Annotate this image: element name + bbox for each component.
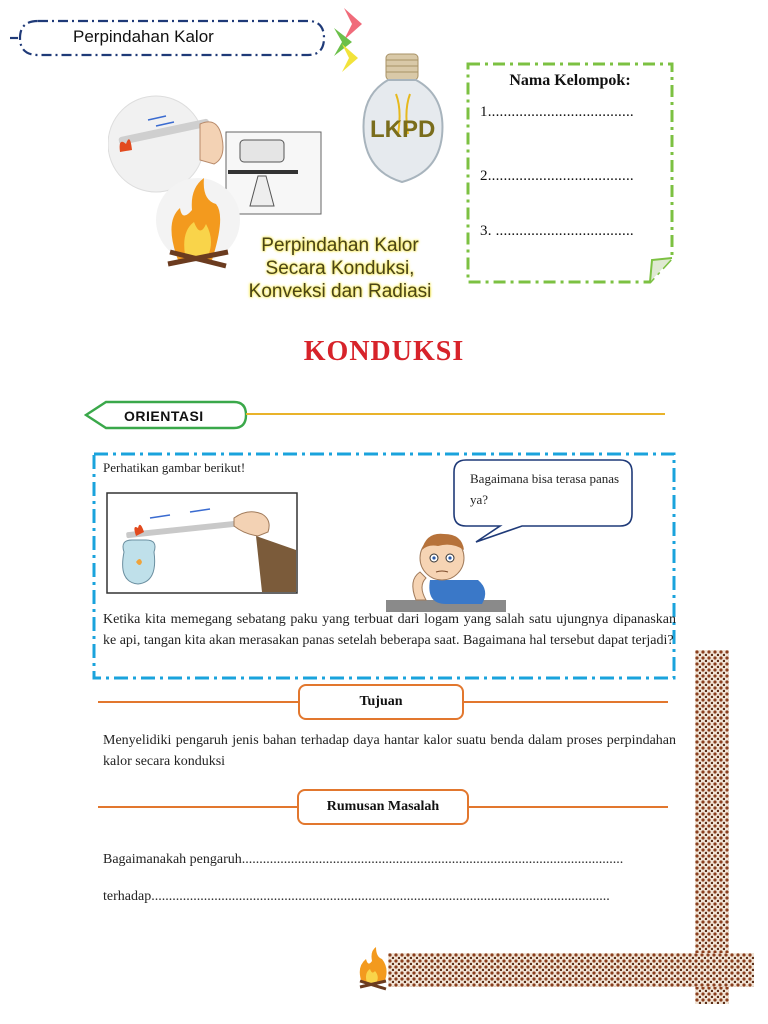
- group-title: Nama Kelompok:: [509, 72, 631, 89]
- group-member-2[interactable]: 2.....................................: [480, 168, 634, 184]
- campfire-icon: [356, 945, 390, 991]
- cover-title-line-1: Perpindahan Kalor: [261, 235, 419, 256]
- main-title: KONDUKSI: [303, 336, 465, 367]
- tujuan-text: Menyelidiki pengaruh jenis bahan terhadap daya hantar kalor suatu benda dalam proses perpindahan kalor secara konduksi: [103, 733, 676, 769]
- tujuan-header: Tujuan: [298, 684, 464, 720]
- group-member-3[interactable]: 3. ...................................: [480, 223, 634, 239]
- orientasi-divider: [246, 413, 665, 415]
- rumusan-line-1[interactable]: Bagaimanakah pengaruh.............................................................................................................: [103, 852, 624, 867]
- cover-title-line-2: Secara Konduksi,: [265, 258, 415, 279]
- lkpd-badge: LKPD: [370, 116, 436, 143]
- cover-title-line-3: Konveksi dan Radiasi: [248, 281, 432, 302]
- header-title: Perpindahan Kalor: [73, 27, 214, 46]
- rumusan-header: Rumusan Masalah: [297, 789, 469, 825]
- group-member-1[interactable]: 1.....................................: [480, 104, 634, 120]
- orientasi-paragraph: Ketika kita memegang sebatang paku yang terbuat dari logam yang salah satu ujungnya dipanaskan ke api, tangan kita akan merasakan panas setelah beberapa saat. Bagaimana hal tersebut dapat terjadi?: [103, 612, 676, 648]
- heated-nail-photo: [106, 492, 298, 594]
- speech-bubble-text: Bagaimana bisa terasa panas ya?: [470, 471, 620, 507]
- rumusan-line-2[interactable]: terhadap...................................................................................................................................: [103, 889, 610, 904]
- cover-title: [230, 234, 450, 303]
- thinking-boy-illustration: [386, 520, 506, 612]
- decorative-vertical-bar: [695, 650, 729, 1004]
- observe-instruction: Perhatikan gambar berikut!: [103, 460, 246, 475]
- orientasi-label: ORIENTASI: [124, 408, 204, 424]
- decorative-horizontal-bar: [388, 953, 754, 987]
